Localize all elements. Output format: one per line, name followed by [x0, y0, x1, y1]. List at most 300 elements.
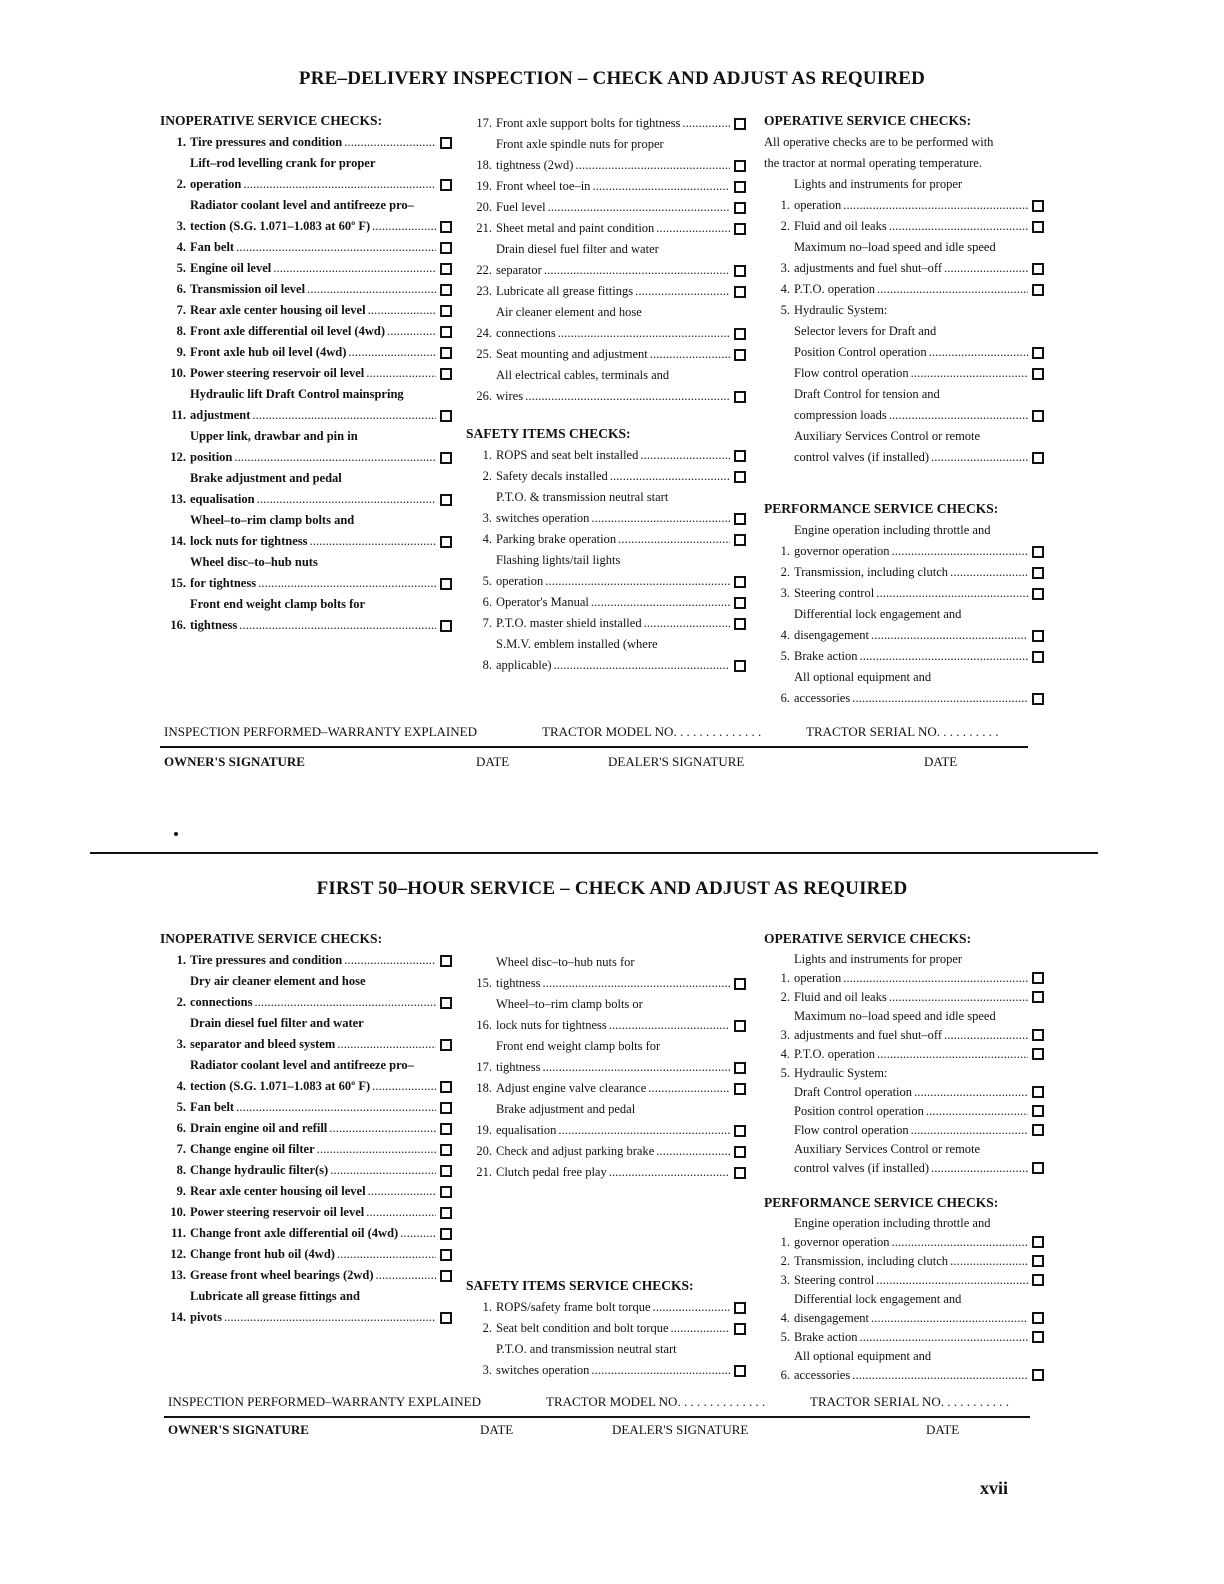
item-text: All optional equipment and	[794, 1349, 932, 1363]
item-number: 8.	[176, 1163, 186, 1177]
checkbox[interactable]	[440, 452, 452, 464]
checkbox[interactable]	[734, 1125, 746, 1137]
checkbox[interactable]	[440, 1081, 452, 1093]
checkbox[interactable]	[1032, 221, 1044, 233]
item-text: lock nuts for tightness	[190, 534, 308, 548]
checkbox[interactable]	[734, 1365, 746, 1377]
leader-dots	[911, 363, 1028, 384]
checkbox[interactable]	[440, 955, 452, 967]
leader-dots	[911, 1121, 1028, 1140]
item-number: 1.	[780, 198, 790, 212]
checkbox[interactable]	[734, 1146, 746, 1158]
leader-dots	[591, 1360, 730, 1381]
item-number: 21.	[476, 221, 492, 235]
pdi-divider	[160, 746, 1028, 748]
item-text: tightness (2wd)	[496, 158, 574, 172]
item-number: 3.	[780, 1273, 790, 1287]
item-line	[190, 615, 452, 636]
item-line	[190, 321, 452, 342]
item-number: 1.	[482, 1300, 492, 1314]
item-text: Radiator coolant level and antifreeze pro–	[190, 1058, 414, 1072]
first50-safety-heading: SAFETY ITEMS SERVICE CHECKS:	[466, 1278, 694, 1293]
pdi-date-1[interactable]: DATE	[476, 754, 510, 769]
checkbox[interactable]	[1032, 630, 1044, 642]
checkbox[interactable]	[734, 1062, 746, 1074]
leader-dots	[224, 1307, 436, 1328]
item-text: adjustments and fuel shut–off	[794, 1028, 943, 1042]
item-number: 1.	[780, 1235, 790, 1249]
item-number: 4.	[176, 1079, 186, 1093]
item-line	[496, 466, 746, 487]
checkbox[interactable]	[440, 1270, 452, 1282]
checkbox[interactable]	[440, 1186, 452, 1198]
leader-dots	[252, 405, 436, 426]
item-body	[190, 510, 452, 552]
checkbox[interactable]	[440, 368, 452, 380]
checklist-item	[160, 195, 452, 237]
first50-date-2[interactable]: DATE	[926, 1422, 960, 1437]
checkbox[interactable]	[1032, 1029, 1044, 1041]
checkbox[interactable]	[440, 284, 452, 296]
checkbox[interactable]	[440, 1123, 452, 1135]
checklist-item	[466, 550, 746, 592]
checkbox[interactable]	[1032, 651, 1044, 663]
leader-dots	[656, 1141, 730, 1162]
leader-dots	[548, 197, 730, 218]
checkbox[interactable]	[734, 160, 746, 172]
item-text: Steering control	[794, 586, 875, 600]
leader-dots	[400, 1223, 436, 1244]
item-body	[794, 426, 1044, 468]
item-line	[496, 365, 746, 386]
checklist-item	[764, 1252, 1044, 1271]
item-body	[794, 1214, 1044, 1252]
checkbox[interactable]	[734, 391, 746, 403]
checkbox[interactable]	[734, 1083, 746, 1095]
checkbox[interactable]	[734, 597, 746, 609]
item-number: 10.	[170, 366, 186, 380]
leader-dots	[368, 1181, 436, 1202]
checkbox[interactable]	[734, 534, 746, 546]
leader-dots	[944, 1026, 1028, 1045]
first50-dealer-signature[interactable]: DEALER'S SIGNATURE	[612, 1422, 749, 1437]
item-text: Power steering reservoir oil level	[190, 1205, 365, 1219]
leader-dots	[344, 132, 436, 153]
item-line	[190, 1160, 452, 1181]
checkbox[interactable]	[1032, 368, 1044, 380]
item-line	[496, 1120, 746, 1141]
checkbox[interactable]	[1032, 1086, 1044, 1098]
checklist-item	[764, 384, 1044, 426]
checkbox[interactable]	[734, 118, 746, 130]
item-text: Front axle spindle nuts for proper	[496, 137, 664, 151]
item-line	[794, 667, 1044, 688]
checkbox[interactable]	[440, 242, 452, 254]
leader-dots	[317, 1139, 436, 1160]
item-text: Upper link, drawbar and pin in	[190, 429, 358, 443]
item-text: Front end weight clamp bolts for	[190, 597, 366, 611]
item-number: 9.	[176, 345, 186, 359]
item-line	[190, 510, 452, 531]
item-line	[496, 1078, 746, 1099]
checkbox[interactable]	[1032, 200, 1044, 212]
checkbox[interactable]	[1032, 991, 1044, 1003]
checklist-item	[764, 1214, 1044, 1252]
leader-dots	[372, 1076, 436, 1097]
first50-model-field[interactable]: TRACTOR MODEL NO. . . . . . . . . . . . . .	[546, 1394, 766, 1409]
pdi-model-field[interactable]: TRACTOR MODEL NO. . . . . . . . . . . . . .	[542, 724, 762, 739]
item-text: Change front hub oil (4wd)	[190, 1247, 335, 1261]
item-number: 8.	[482, 658, 492, 672]
item-body	[190, 1202, 452, 1223]
item-body	[190, 258, 452, 279]
leader-dots	[671, 1318, 730, 1339]
checklist-item	[466, 197, 746, 218]
leader-dots	[944, 258, 1028, 279]
leader-dots	[525, 386, 730, 407]
checkbox[interactable]	[1032, 1312, 1044, 1324]
checkbox[interactable]	[1032, 410, 1044, 422]
item-text: switches operation	[496, 511, 590, 525]
checkbox[interactable]	[734, 286, 746, 298]
item-text: switches operation	[496, 1363, 590, 1377]
checkbox[interactable]	[1032, 1124, 1044, 1136]
leader-dots	[372, 216, 436, 237]
item-body	[496, 550, 746, 592]
checkbox[interactable]	[734, 450, 746, 462]
checkbox[interactable]	[440, 620, 452, 632]
leader-dots	[843, 195, 1028, 216]
section-separator	[90, 852, 1098, 854]
item-text: Flow control operation	[794, 366, 909, 380]
item-text: Draft Control for tension and	[794, 387, 940, 401]
pdi-dealer-signature[interactable]: DEALER'S SIGNATURE	[608, 754, 745, 769]
item-text: Maximum no–load speed and idle speed	[794, 240, 996, 254]
item-body	[794, 604, 1044, 646]
checkbox[interactable]	[734, 328, 746, 340]
leader-dots	[860, 1328, 1028, 1347]
item-body	[794, 279, 1044, 300]
item-number: 24.	[476, 326, 492, 340]
checkbox[interactable]	[440, 347, 452, 359]
item-number: 15.	[476, 976, 492, 990]
checkbox[interactable]	[734, 660, 746, 672]
item-line	[794, 321, 1044, 342]
leader-dots	[239, 615, 436, 636]
first50-title: FIRST 50–HOUR SERVICE – CHECK AND ADJUST AS REQUIRED	[316, 878, 908, 899]
checkbox[interactable]	[440, 997, 452, 1009]
item-text: Fan belt	[190, 1100, 235, 1114]
checkbox[interactable]	[734, 471, 746, 483]
item-text: Maximum no–load speed and idle speed	[794, 1009, 996, 1023]
item-line	[496, 634, 746, 655]
pdi-inoperative-list	[160, 132, 452, 636]
checkbox[interactable]	[1032, 567, 1044, 579]
leader-dots	[544, 260, 730, 281]
pdi-owner-signature[interactable]: OWNER'S SIGNATURE	[164, 754, 305, 769]
item-line	[190, 1097, 452, 1118]
first50-date-1[interactable]: DATE	[480, 1422, 514, 1437]
item-text: adjustment	[190, 408, 251, 422]
item-text: Safety decals installed	[496, 469, 608, 483]
item-text: Hydraulic lift Draft Control mainspring	[190, 387, 404, 401]
item-line	[190, 489, 452, 510]
item-line	[496, 508, 746, 529]
item-number: 13.	[170, 492, 186, 506]
checklist-item	[764, 1328, 1044, 1347]
checkbox[interactable]	[440, 1102, 452, 1114]
checkbox[interactable]	[734, 618, 746, 630]
item-line	[794, 426, 1044, 447]
leader-dots	[234, 447, 436, 468]
checkbox[interactable]	[734, 349, 746, 361]
item-text: Seat belt condition and bolt torque	[496, 1321, 669, 1335]
checkbox[interactable]	[734, 1302, 746, 1314]
checkbox[interactable]	[1032, 1048, 1044, 1060]
leader-dots	[876, 583, 1028, 604]
checkbox[interactable]	[1032, 972, 1044, 984]
item-text: Adjust engine valve clearance	[496, 1081, 647, 1095]
checkbox[interactable]	[1032, 1162, 1044, 1174]
item-text: P.T.O. and transmission neutral start	[496, 1342, 677, 1356]
item-line	[190, 1034, 452, 1055]
item-body	[496, 1099, 746, 1141]
pdi-title: PRE–DELIVERY INSPECTION – CHECK AND ADJUST AS REQUIRED	[298, 68, 926, 89]
leader-dots	[650, 344, 730, 365]
leader-dots	[876, 1271, 1028, 1290]
checklist-item	[160, 1097, 452, 1118]
checkbox[interactable]	[1032, 693, 1044, 705]
item-text: equalisation	[190, 492, 255, 506]
first50-inoperative-list	[160, 950, 452, 1328]
item-text: Drain diesel fuel filter and water	[496, 242, 659, 256]
item-number: 13.	[170, 1268, 186, 1282]
item-body	[496, 994, 746, 1036]
item-line	[190, 405, 452, 426]
checkbox[interactable]	[1032, 546, 1044, 558]
checklist-item	[466, 134, 746, 176]
checkbox[interactable]	[440, 179, 452, 191]
checklist-item	[160, 1286, 452, 1328]
checklist-item	[764, 279, 1044, 300]
item-body	[794, 1347, 1044, 1385]
checkbox[interactable]	[734, 181, 746, 193]
checkbox[interactable]	[1032, 1236, 1044, 1248]
checkbox[interactable]	[440, 1144, 452, 1156]
leader-dots	[644, 613, 730, 634]
item-number: 5.	[780, 649, 790, 663]
leader-dots	[236, 237, 436, 258]
checkbox[interactable]	[1032, 263, 1044, 275]
item-body	[190, 300, 452, 321]
checklist-item	[466, 281, 746, 302]
item-text: Brake adjustment and pedal	[190, 471, 342, 485]
checkbox[interactable]	[440, 1228, 452, 1240]
leader-dots	[929, 342, 1028, 363]
checklist-item	[764, 216, 1044, 237]
item-text: Wheel disc–to–hub nuts	[190, 555, 318, 569]
item-line	[190, 447, 452, 468]
checklist-item	[466, 113, 746, 134]
item-text: Change front axle differential oil (4wd)	[190, 1226, 399, 1240]
checkbox[interactable]	[440, 410, 452, 422]
item-text: Wheel–to–rim clamp bolts and	[190, 513, 355, 527]
item-line	[496, 1141, 746, 1162]
checkbox[interactable]	[734, 265, 746, 277]
item-body	[190, 1223, 452, 1244]
checkbox[interactable]	[440, 326, 452, 338]
checkbox[interactable]	[440, 1249, 452, 1261]
leader-dots	[558, 323, 730, 344]
item-number: 10.	[170, 1205, 186, 1219]
item-number: 16.	[476, 1018, 492, 1032]
item-line	[496, 155, 746, 176]
checkbox[interactable]	[440, 536, 452, 548]
item-line	[794, 1007, 1044, 1026]
checkbox[interactable]	[1032, 284, 1044, 296]
first50-owner-signature[interactable]: OWNER'S SIGNATURE	[168, 1422, 309, 1437]
item-line	[190, 1118, 452, 1139]
checklist-item	[466, 952, 746, 994]
checkbox[interactable]	[734, 1323, 746, 1335]
item-line	[794, 1309, 1044, 1328]
item-text: Lights and instruments for proper	[794, 952, 963, 966]
item-body	[496, 1297, 746, 1318]
item-number: 22.	[476, 263, 492, 277]
first50-operative-column	[764, 928, 1044, 1385]
checkbox[interactable]	[440, 1165, 452, 1177]
checklist-item	[764, 520, 1044, 562]
checkbox[interactable]	[1032, 588, 1044, 600]
pdi-safety-heading: SAFETY ITEMS CHECKS:	[466, 426, 631, 441]
item-body	[794, 646, 1044, 667]
leader-dots	[387, 321, 436, 342]
checkbox[interactable]	[440, 221, 452, 233]
item-body	[190, 195, 452, 237]
item-line	[190, 363, 452, 384]
item-body	[794, 583, 1044, 604]
checklist-item	[160, 426, 452, 468]
item-line	[496, 529, 746, 550]
checklist-item	[160, 1160, 452, 1181]
item-text: Transmission, including clutch	[794, 565, 949, 579]
item-number: 3.	[176, 1037, 186, 1051]
item-text: adjustments and fuel shut–off	[794, 261, 943, 275]
checkbox[interactable]	[440, 305, 452, 317]
item-number: 6.	[176, 282, 186, 296]
item-text: connections	[190, 995, 253, 1009]
pdi-serial-field[interactable]: TRACTOR SERIAL NO. . . . . . . . . .	[806, 724, 999, 739]
item-line	[794, 279, 1044, 300]
checkbox[interactable]	[440, 578, 452, 590]
item-line	[496, 281, 746, 302]
item-line	[794, 604, 1044, 625]
checkbox[interactable]	[1032, 1331, 1044, 1343]
checklist-item	[160, 468, 452, 510]
checkbox[interactable]	[1032, 1274, 1044, 1286]
checkbox[interactable]	[440, 263, 452, 275]
item-text: Draft Control operation	[794, 1085, 913, 1099]
checkbox[interactable]	[1032, 452, 1044, 464]
item-number: 3.	[780, 586, 790, 600]
checkbox[interactable]	[734, 1020, 746, 1032]
checklist-item	[160, 1013, 452, 1055]
item-text: Wheel disc–to–hub nuts for	[496, 955, 635, 969]
leader-dots	[640, 445, 730, 466]
checkbox[interactable]	[440, 1207, 452, 1219]
checkbox[interactable]	[734, 978, 746, 990]
first50-serial-field[interactable]: TRACTOR SERIAL NO. . . . . . . . . . .	[810, 1394, 1009, 1409]
leader-dots	[366, 1202, 436, 1223]
item-number: 1.	[176, 135, 186, 149]
checkbox[interactable]	[734, 223, 746, 235]
item-body	[190, 1265, 452, 1286]
item-text: Brake action	[794, 649, 858, 663]
item-text: All electrical cables, terminals and	[496, 368, 670, 382]
item-number: 6.	[482, 595, 492, 609]
item-line	[794, 363, 1044, 384]
leader-dots	[891, 1233, 1028, 1252]
checkbox[interactable]	[1032, 1255, 1044, 1267]
item-number: 3.	[176, 219, 186, 233]
item-text: connections	[496, 326, 556, 340]
checkbox[interactable]	[734, 1167, 746, 1179]
item-number: 2.	[780, 990, 790, 1004]
checklist-item	[466, 365, 746, 407]
item-line	[190, 552, 452, 573]
checkbox[interactable]	[440, 1039, 452, 1051]
checkbox[interactable]	[734, 202, 746, 214]
leader-dots	[843, 969, 1028, 988]
item-number: 1.	[482, 448, 492, 462]
item-body	[794, 1064, 1044, 1083]
checkbox[interactable]	[440, 494, 452, 506]
checkbox[interactable]	[1032, 1369, 1044, 1381]
checklist-item	[764, 321, 1044, 363]
checklist-item	[160, 1244, 452, 1265]
item-line	[496, 487, 746, 508]
leader-dots	[575, 155, 730, 176]
leader-dots	[243, 174, 436, 195]
item-text: Transmission, including clutch	[794, 1254, 949, 1268]
item-body	[794, 1271, 1044, 1290]
checkbox[interactable]	[440, 137, 452, 149]
checkbox[interactable]	[440, 1312, 452, 1324]
checklist-item	[764, 426, 1044, 468]
checklist-item	[160, 132, 452, 153]
item-line	[496, 571, 746, 592]
item-line	[190, 132, 452, 153]
checkbox[interactable]	[734, 513, 746, 525]
item-body	[190, 1244, 452, 1265]
leader-dots	[950, 1252, 1028, 1271]
checklist-item	[466, 1339, 746, 1381]
checklist-item	[160, 1223, 452, 1244]
item-body	[190, 321, 452, 342]
checklist-item	[764, 363, 1044, 384]
pdi-date-2[interactable]: DATE	[924, 754, 958, 769]
item-number: 25.	[476, 347, 492, 361]
item-text: Engine oil level	[190, 261, 272, 275]
pdi-operative-heading: OPERATIVE SERVICE CHECKS:	[764, 113, 972, 128]
pdi-inoperative-column	[160, 110, 452, 636]
pdi-operative-column	[764, 110, 1044, 709]
checkbox[interactable]	[1032, 1105, 1044, 1117]
item-text: Selector levers for Draft and	[794, 324, 937, 338]
item-number: 1.	[780, 971, 790, 985]
checkbox[interactable]	[734, 576, 746, 588]
checkbox[interactable]	[1032, 347, 1044, 359]
